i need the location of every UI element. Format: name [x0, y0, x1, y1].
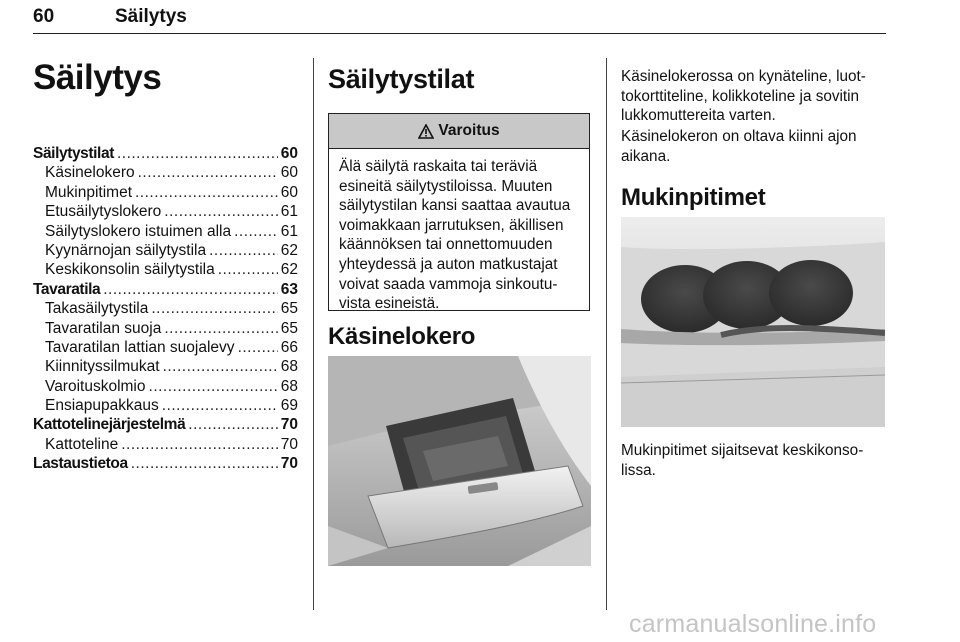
toc-entry-page: 60 — [280, 164, 298, 182]
paragraph-line: Käsinelokerossa on kynäteline, luot- — [621, 68, 866, 85]
toc-entry-page: 70 — [280, 435, 298, 453]
page-number: 60 — [33, 6, 55, 27]
warning-text-line: esineitä säilytystiloissa. Muuten — [339, 177, 553, 195]
toc-entry[interactable] — [33, 222, 298, 241]
toc-entry[interactable] — [33, 280, 298, 299]
toc-leader-dots — [163, 357, 278, 376]
warning-triangle-icon — [418, 124, 434, 139]
toc-entry-page: 63 — [280, 280, 298, 298]
warning-text — [329, 149, 589, 314]
toc-leader-dots — [121, 435, 278, 454]
glovebox-description — [621, 67, 891, 126]
toc-entry-page: 60 — [280, 183, 298, 201]
running-title: Säilytys — [115, 6, 187, 27]
toc-entry[interactable] — [33, 357, 298, 376]
toc-entry[interactable] — [33, 415, 298, 434]
column-divider-left — [313, 58, 314, 610]
toc-leader-dots — [117, 144, 278, 163]
section-title-glovebox: Käsinelokero — [328, 323, 476, 350]
toc-entry-label: Tavaratilan suoja — [45, 319, 162, 337]
toc-entry-label: Säilytystilat — [33, 145, 114, 162]
toc-leader-dots — [151, 299, 277, 318]
toc-leader-dots — [209, 241, 278, 260]
toc-leader-dots — [149, 377, 278, 396]
section-title-cupholders: Mukinpitimet — [621, 184, 766, 211]
toc-entry[interactable] — [33, 163, 298, 182]
warning-text-line: voivat saada vammoja sinkoutu- — [339, 275, 558, 293]
warning-text-line: käännöksen tai onnettomuuden — [339, 236, 553, 254]
column-divider-right — [606, 58, 607, 610]
toc-entry[interactable] — [33, 319, 298, 338]
toc-leader-dots — [164, 202, 277, 221]
toc-entry[interactable] — [33, 144, 298, 163]
toc-entry-page: 68 — [280, 358, 298, 376]
toc-entry-label: Lastaustietoa — [33, 455, 128, 473]
toc-entry-label: Mukinpitimet — [45, 183, 132, 201]
toc-leader-dots — [135, 183, 278, 202]
warning-box — [328, 113, 590, 311]
toc-leader-dots — [131, 454, 278, 473]
toc-entry-label: Käsinelokero — [45, 164, 135, 182]
glovebox-note — [621, 127, 891, 166]
watermark: carmanualsonline.info — [629, 610, 877, 638]
toc-entry-page: 66 — [280, 338, 298, 356]
toc-entry[interactable] — [33, 241, 298, 260]
warning-text-line: Älä säilytä raskaita tai teräviä — [339, 158, 538, 175]
toc-entry[interactable] — [33, 202, 298, 221]
toc-entry[interactable] — [33, 299, 298, 318]
toc-entry-label: Säilytyslokero istuimen alla — [45, 222, 232, 240]
toc-entry-page: 68 — [280, 377, 298, 395]
toc-entry-label: Etusäilytyslokero — [45, 203, 162, 221]
warning-text-line: yhteydessä ja auton matkustajat — [339, 255, 558, 273]
header-rule — [33, 33, 886, 34]
toc-leader-dots — [103, 280, 278, 299]
toc-entry-page: 62 — [280, 261, 298, 279]
toc-entry-label: Kattoteline — [45, 435, 119, 453]
toc-entry-page: 61 — [280, 222, 298, 240]
toc-entry[interactable] — [33, 396, 298, 415]
paragraph-line: Käsinelokeron on oltava kiinni ajon — [621, 128, 857, 145]
toc-entry-label: Kyynärnojan säilytystila — [45, 241, 207, 259]
toc-leader-dots — [188, 415, 277, 434]
toc-entry-label: Tavaratila — [33, 280, 101, 298]
cupholder-illustration — [621, 217, 885, 427]
toc-entry[interactable] — [33, 377, 298, 396]
toc-entry[interactable] — [33, 454, 298, 473]
section-title-storage: Säilytystilat — [328, 64, 475, 94]
warning-header — [329, 114, 589, 149]
warning-title: Varoitus — [438, 122, 500, 139]
toc-entry-label: Tavaratilan lattian suojalevy — [45, 338, 235, 356]
toc-entry[interactable] — [33, 435, 298, 454]
toc-entry-label: Kiinnityssilmukat — [45, 358, 160, 376]
paragraph-line: lukkomuttereita varten. — [621, 107, 776, 125]
toc-entry[interactable] — [33, 183, 298, 202]
paragraph-line: tokorttiteline, kolikkoteline ja sovitin — [621, 87, 860, 105]
table-of-contents — [33, 144, 298, 474]
toc-entry[interactable] — [33, 260, 298, 279]
toc-entry-page: 62 — [280, 241, 298, 259]
toc-entry-label: Keskikonsolin säilytystila — [45, 261, 215, 279]
cupholder-caption — [621, 441, 891, 480]
warning-text-line: vista esineistä. — [339, 295, 440, 313]
chapter-title: Säilytys — [33, 58, 162, 97]
toc-leader-dots — [218, 260, 278, 279]
toc-entry-label: Kattotelinejärjestelmä — [33, 416, 186, 434]
caption-line: lissa. — [621, 461, 656, 479]
glovebox-illustration — [328, 356, 591, 566]
toc-entry-page: 61 — [280, 203, 298, 221]
toc-entry-label: Ensiapupakkaus — [45, 397, 159, 415]
toc-entry-label: Varoituskolmio — [45, 377, 146, 395]
toc-leader-dots — [162, 396, 278, 415]
caption-line: Mukinpitimet sijaitsevat keskikonso- — [621, 442, 864, 459]
toc-entry-page: 60 — [280, 145, 298, 162]
paragraph-line: aikana. — [621, 147, 671, 165]
toc-entry-page: 65 — [280, 319, 298, 337]
toc-leader-dots — [164, 319, 277, 338]
toc-leader-dots — [138, 163, 278, 182]
warning-text-line: voimakkaan jarrutuksen, äkillisen — [339, 216, 564, 234]
toc-leader-dots — [234, 222, 278, 241]
toc-entry-page: 65 — [280, 300, 298, 318]
toc-entry-page: 69 — [280, 397, 298, 415]
toc-entry-page: 70 — [280, 455, 298, 473]
toc-entry-label: Takasäilytystila — [45, 300, 149, 318]
toc-entry-page: 70 — [280, 416, 298, 434]
warning-text-line: säilytystilan kansi saattaa avautua — [339, 197, 571, 215]
toc-entry[interactable] — [33, 338, 298, 357]
toc-leader-dots — [238, 338, 278, 357]
